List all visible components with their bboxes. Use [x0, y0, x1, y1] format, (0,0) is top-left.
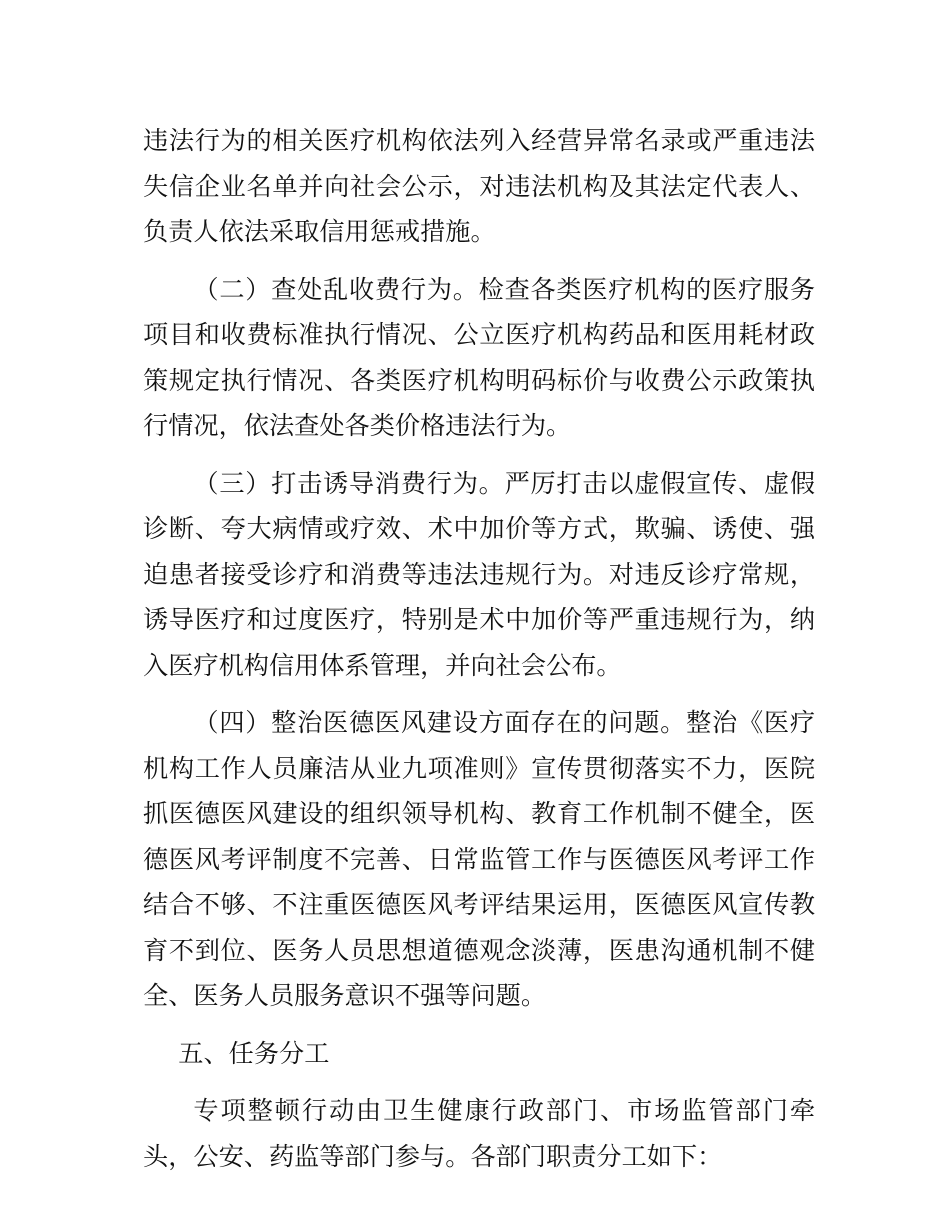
document-body	[143, 118, 815, 1191]
paragraph-item-3-induced-consumption: （三）打击诱导消费行为。严厉打击以虚假宣传、虚假诊断、夸大病情或疗效、术中加价等方式，欺骗、诱使、强迫患者接受诊疗和消费等违法违规行为。对违反诊疗常规，诱导医疗和过度医疗，特别是术中加价等严重违规行为，纳入医疗机构信用体系管理，并向社会公布。	[143, 468, 815, 680]
paragraph-item-4-medical-ethics: （四）整治医德医风建设方面存在的问题。整治《医疗机构工作人员廉洁从业九项准则》宣传贯彻落实不力，医院抓医德医风建设的组织领导机构、教育工作机制不健全，医德医风考评制度不完善、日常监管工作与医德医风考评工作结合不够、不注重医德医风考评结果运用，医德医风宣传教育不到位、医务人员思想道德观念淡薄，医患沟通机制不健全、医务人员服务意识不强等问题。	[143, 708, 815, 1010]
section-heading-task-division: 五、任务分工	[178, 1038, 330, 1068]
paragraph-task-division-intro: 专项整顿行动由卫生健康行政部门、市场监管部门牵头，公安、药监等部门参与。各部门职责分工如下：	[143, 1096, 815, 1171]
paragraph-continuation: 违法行为的相关医疗机构依法列入经营异常名录或严重违法失信企业名单并向社会公示，对违法机构及其法定代表人、负责人依法采取信用惩戒措施。	[143, 126, 815, 246]
paragraph-item-2-price-violations: （二）查处乱收费行为。检查各类医疗机构的医疗服务项目和收费标准执行情况、公立医疗机构药品和医用耗材政策规定执行情况、各类医疗机构明码标价与收费公示政策执行情况，依法查处各类价格违法行为。	[143, 274, 815, 440]
